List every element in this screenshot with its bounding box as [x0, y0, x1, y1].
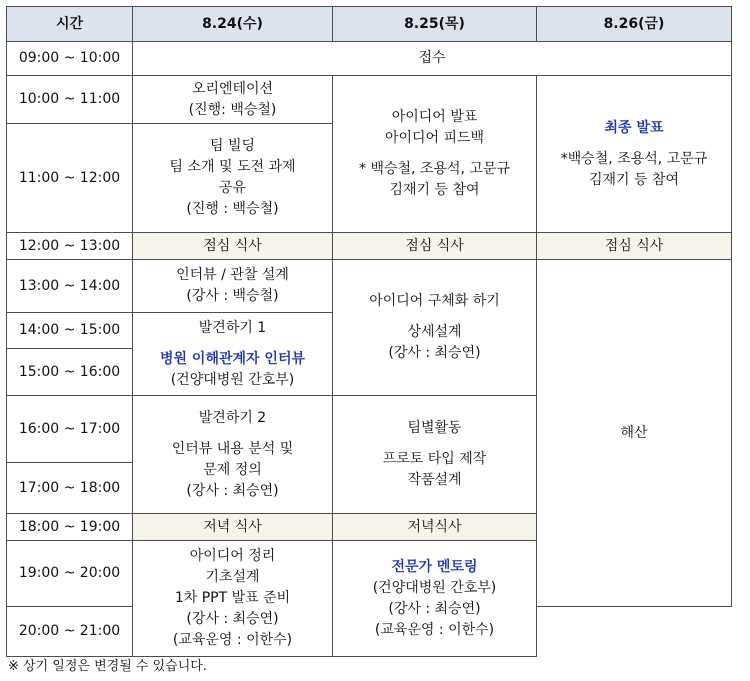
dinner-d1-cell: 저녁 식사	[133, 514, 333, 541]
lunch-d2-cell: 점심 식사	[333, 233, 537, 260]
time-slot: 09:00 ~ 10:00	[7, 42, 133, 76]
header-day1: 8.24(수)	[133, 7, 333, 42]
lunch-d1-cell: 점심 식사	[133, 233, 333, 260]
d1-teambuilding-cell: 팀 빌딩 팀 소개 및 도전 과제 공유 (진행 : 백승철)	[133, 124, 333, 233]
time-slot: 20:00 ~ 21:00	[7, 607, 133, 657]
header-day3: 8.26(금)	[537, 7, 732, 42]
d2-afternoon-cell: 아이디어 구체화 하기 상세설계 (강사 : 최승연)	[333, 260, 537, 396]
dinner-d2-cell: 저녁식사	[333, 514, 537, 541]
time-slot: 13:00 ~ 14:00	[7, 260, 133, 313]
time-slot: 19:00 ~ 20:00	[7, 541, 133, 607]
time-slot: 18:00 ~ 19:00	[7, 514, 133, 541]
d2-team-activity-cell: 팀별활동 프로토 타입 제작 작품설계	[333, 396, 537, 514]
time-slot: 17:00 ~ 18:00	[7, 463, 133, 514]
d1-discovery2-cell: 발견하기 2 인터뷰 내용 분석 및 문제 정의 (강사 : 최승연)	[133, 396, 333, 514]
d2-evening-cell: 전문가 멘토링 (건양대병원 간호부) (강사 : 최승연) (교육운영 : 이한수)	[333, 541, 537, 657]
d3-dismiss-cell: 해산	[537, 260, 732, 607]
time-slot: 11:00 ~ 12:00	[7, 124, 133, 233]
d1-evening-cell: 아이디어 정리 기초설계 1차 PPT 발표 준비 (강사 : 최승연) (교육운영 : 이한수)	[133, 541, 333, 657]
d2-morning-cell: 아이디어 발표 아이디어 피드백 * 백승철, 조용석, 고문규 김재기 등 참여	[333, 76, 537, 233]
d1-discovery1-cell: 발견하기 1 병원 이해관계자 인터뷰 (건양대병원 간호부)	[133, 313, 333, 396]
reception-cell: 접수	[133, 42, 732, 76]
lunch-d3-cell: 점심 식사	[537, 233, 732, 260]
time-slot: 12:00 ~ 13:00	[7, 233, 133, 260]
d1-interview-design-cell: 인터뷰 / 관찰 설계 (강사 : 백승철)	[133, 260, 333, 313]
d3-morning-cell: 최종 발표 *백승철, 조용석, 고문규 김재기 등 참여	[537, 76, 732, 233]
time-slot: 15:00 ~ 16:00	[7, 349, 133, 396]
time-slot: 16:00 ~ 17:00	[7, 396, 133, 463]
header-time: 시간	[7, 7, 133, 42]
schedule-table	[6, 6, 732, 657]
header-day2: 8.25(목)	[333, 7, 537, 42]
time-slot: 14:00 ~ 15:00	[7, 313, 133, 349]
d1-orientation-cell: 오리엔테이션 (진행: 백승철)	[133, 76, 333, 124]
time-slot: 10:00 ~ 11:00	[7, 76, 133, 124]
footnote: ※ 상기 일정은 변경될 수 있습니다.	[8, 659, 207, 674]
